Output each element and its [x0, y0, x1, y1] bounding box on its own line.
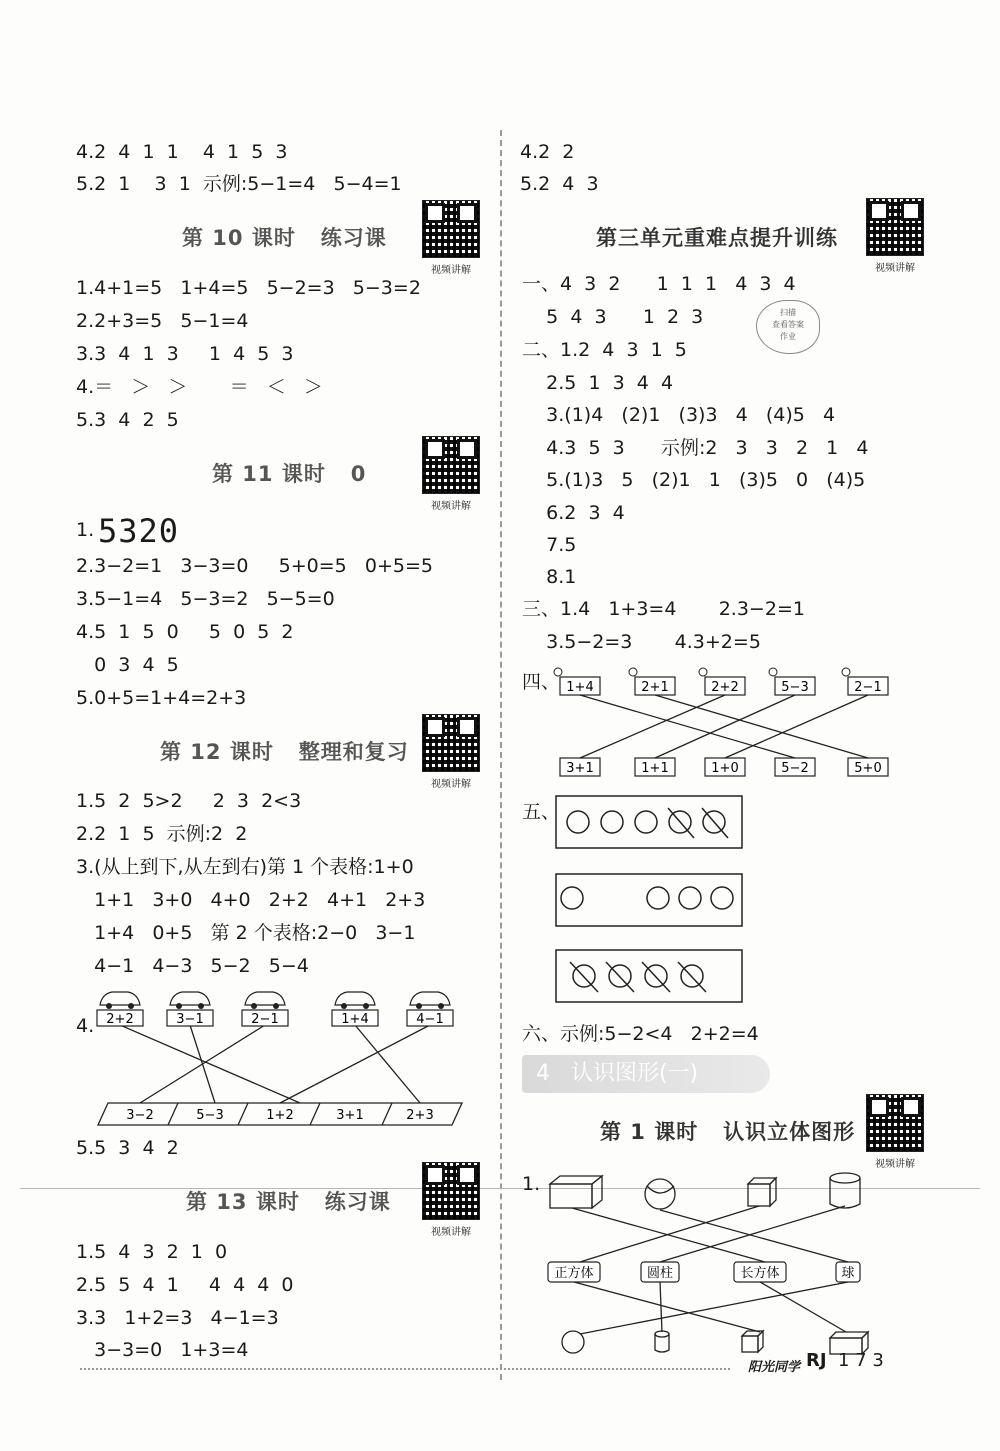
strip-expression: 5−3	[196, 1108, 224, 1123]
answer-line: 三、1.4 1+3=4 2.3−2=1	[522, 598, 805, 620]
lesson-10-title: 第 10 课时 练习课	[182, 226, 387, 250]
answer-line-label: 4.	[76, 1015, 95, 1037]
strip-expression: 2+3	[406, 1108, 434, 1123]
cube-shape-icon	[742, 1336, 758, 1352]
cube-icon	[748, 1184, 770, 1206]
strip-expression: 3+1	[336, 1108, 364, 1123]
shape-label: 长方体	[740, 1266, 780, 1281]
answer-line: 二、1.2 4 3 1 5	[522, 339, 687, 361]
answer-line: 5.2 1 3 1 示例:5−1=4 5−4=1	[76, 173, 402, 195]
answer-line: 3.5−2=3 4.3+2=5	[522, 631, 761, 653]
footer-rule	[80, 1368, 730, 1370]
matching-lines	[572, 1206, 848, 1334]
page-number: 1 7 3	[838, 1350, 884, 1371]
answer-line: 4−1 4−3 5−2 5−4	[76, 955, 309, 977]
object-icons	[550, 1173, 860, 1209]
car-expression: 2+2	[106, 1012, 134, 1027]
pot-expression: 1+1	[641, 761, 669, 776]
answer-line: 5.3 4 2 5	[76, 409, 179, 431]
car-expression: 3−1	[176, 1012, 204, 1027]
answer-line: 4.2 2	[520, 141, 575, 163]
answer-line: 六、示例:5−2<4 2+2=4	[522, 1023, 759, 1045]
answer-line: 2.3−2=1 3−3=0 5+0=5 0+5=5	[76, 555, 433, 577]
qr-caption: 视频讲解	[431, 501, 471, 512]
answer-line: 6.2 3 4	[522, 502, 625, 524]
pot-expression: 5−2	[781, 761, 809, 776]
answer-line-label: 五、	[522, 801, 561, 823]
answer-line: 2.2+3=5 5−1=4	[76, 310, 249, 332]
answer-line: 5.5 3 4 2	[76, 1137, 179, 1159]
answer-stamp: 扫描 查看答案 作业	[756, 300, 820, 354]
edition-code: RJ	[806, 1350, 827, 1371]
pot-expression: 5+0	[854, 761, 882, 776]
shape-label: 正方体	[554, 1266, 594, 1281]
answer-line: 8.1	[522, 566, 577, 588]
flower-expression: 5−3	[781, 680, 809, 695]
answer-line: 0 3 4 5	[76, 654, 179, 676]
qr-caption: 视频讲解	[431, 1227, 471, 1238]
answer-line: 3.(从上到下,从左到右)第 1 个表格:1+0	[76, 856, 414, 878]
qr-caption: 视频讲解	[875, 1159, 915, 1170]
answer-line-label: 四、	[522, 671, 561, 693]
flower-expression: 2+2	[711, 680, 739, 695]
answer-line-label: 1.	[522, 1173, 541, 1195]
qr-caption: 视频讲解	[431, 779, 471, 790]
box-icon	[550, 1184, 592, 1208]
answer-line: 5.0+5=1+4=2+3	[76, 687, 247, 709]
pot-expression: 3+1	[566, 761, 594, 776]
shape-label: 球	[841, 1266, 855, 1281]
answer-line: 一、4 3 2 1 1 1 4 3 4	[522, 273, 796, 295]
answer-line-label: 1.	[76, 519, 95, 541]
pot-expression: 1+0	[711, 761, 739, 776]
answer-line: 1+1 3+0 4+0 2+2 4+1 2+3	[76, 889, 426, 911]
answer-line: 4.3 5 3 示例:2 3 3 2 1 4	[522, 437, 869, 459]
qr-caption: 视频讲解	[431, 265, 471, 276]
lesson-11-title: 第 11 课时 0	[212, 462, 367, 486]
unit-3-title: 第三单元重难点提升训练	[596, 226, 838, 250]
answer-line: 4.5 1 5 0 5 0 5 2	[76, 621, 294, 643]
answer-line: 3.(1)4 (2)1 (3)3 4 (4)5 4	[522, 404, 836, 426]
answer-line: 3−3=0 1+3=4	[76, 1339, 249, 1361]
car-expression: 2−1	[251, 1012, 279, 1027]
answer-line: 4.＝ ＞ ＞ ＝ ＜ ＞	[76, 376, 323, 398]
brand-name: 阳光同学	[748, 1360, 801, 1375]
answer-line: 1.5 2 5>2 2 3 2<3	[76, 790, 302, 812]
lesson-13-title: 第 13 课时 练习课	[186, 1190, 391, 1214]
qr-caption: 视频讲解	[875, 263, 915, 274]
answer-line: 5.2 4 3	[520, 173, 599, 195]
strip-expression: 1+2	[266, 1108, 294, 1123]
flower-expression: 1+4	[566, 680, 594, 695]
answer-line: 7.5	[522, 534, 577, 556]
answer-line: 1+4 0+5 第 2 个表格:2−0 3−1	[76, 922, 416, 944]
shape-labels	[548, 1262, 860, 1282]
shape-label: 圆柱	[646, 1266, 674, 1281]
flower-expression: 2+1	[641, 680, 669, 695]
flower-expression: 2−1	[854, 680, 882, 695]
answer-line: 1.5 4 3 2 1 0	[76, 1241, 228, 1263]
lesson-1-title: 第 1 课时 认识立体图形	[600, 1120, 856, 1144]
answer-line: 5 4 3 1 2 3	[522, 306, 704, 328]
answer-line: 3.5−1=4 5−3=2 5−5=0	[76, 588, 335, 610]
car-expression: 1+4	[341, 1012, 369, 1027]
lesson-12-title: 第 12 课时 整理和复习	[160, 740, 409, 764]
unit-4-banner: 4 认识图形(一)	[522, 1055, 770, 1093]
footer-brand	[748, 1356, 800, 1375]
answer-line: 4.2 4 1 1 4 1 5 3	[76, 141, 288, 163]
answer-line: 3.3 4 1 3 1 4 5 3	[76, 343, 294, 365]
ball-icon	[645, 1179, 675, 1209]
handwritten-digits: 5320	[98, 512, 180, 550]
answer-line: 2.2 1 5 示例:2 2	[76, 823, 248, 845]
car-expression: 4−1	[416, 1012, 444, 1027]
strip-expression: 3−2	[126, 1108, 154, 1123]
answer-line: 2.5 5 4 1 4 4 4 0	[76, 1274, 294, 1296]
answer-line: 2.5 1 3 4 4	[522, 372, 674, 394]
answer-line: 3.3 1+2=3 4−1=3	[76, 1307, 279, 1329]
cylinder-icon	[830, 1173, 860, 1183]
answer-line: 5.(1)3 5 (2)1 1 (3)5 0 (4)5	[522, 469, 866, 491]
answer-line: 1.4+1=5 1+4=5 5−2=3 5−3=2	[76, 277, 421, 299]
